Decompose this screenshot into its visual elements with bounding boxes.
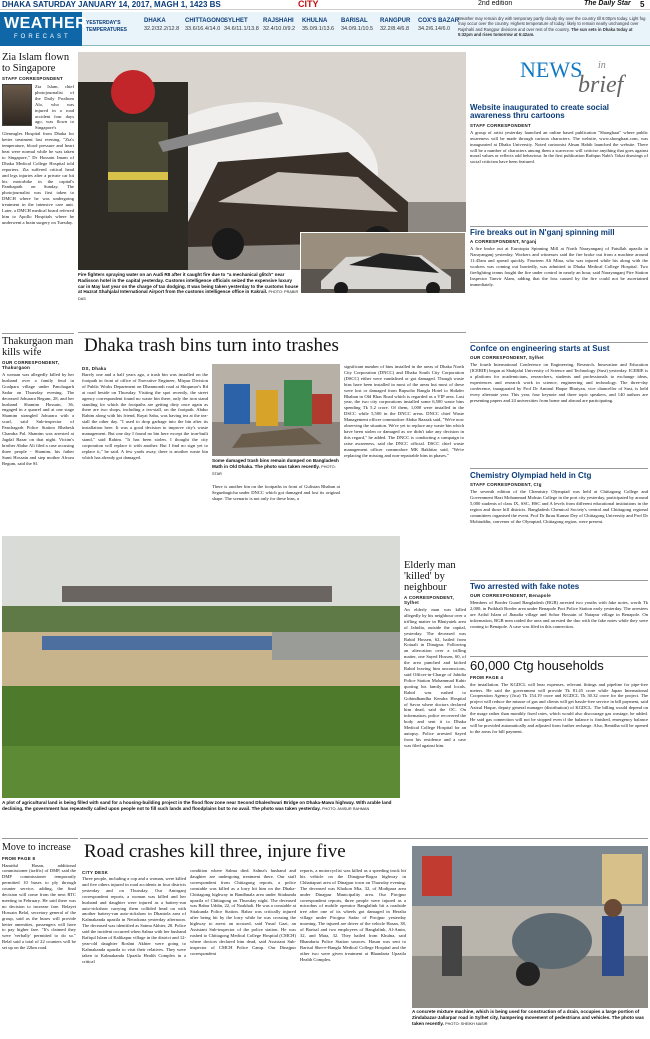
weather-note-text: Weather may remain dry with temporary partly cloudy sky over the country till 6:00pm today. Light fog may occur over the country. Highest temperature of today: likely to remain nearly unchanged over Rajshahi and Rangpur divisions and over rest of the country. <box>458 16 646 32</box>
headline: Two arrested with fake notes <box>470 582 580 591</box>
body-text: A fire broke out at Eurotopia Spinning Mill at North Narayanganj of Fatullah upazila in Narayanganj yesterday. Workers and witnesses said the fire broke out from a machine around 11:45am and spread quickly. Fourteen Ali Mina, who was injured while his along with the workers was coming out hurriedly, was admitted to Dhaka Medical College Hospital. Two firefighting teams fought the fire under control in nearly an hour, said Narayanganj Fire Station Inspector Tanvir Alam, adding that the loss caused by the fire could not be ascertained immediately. <box>470 246 648 287</box>
city-temp: 32.2/32.2/12.8 <box>144 26 180 32</box>
trash-bins-photo <box>212 364 340 456</box>
section-name: CITY <box>298 0 319 9</box>
headline: Move to increase <box>2 842 71 853</box>
city-name: COX'S BAZAR <box>418 18 460 24</box>
city-name: BARISAL <box>341 18 368 24</box>
trash-bins-scene <box>212 364 340 456</box>
brief-fire-ngj <box>470 229 648 330</box>
headline: Confce on engineering starts at Sust <box>470 344 610 353</box>
crash-col1: Three people, including a cop and a woman, were killed and five others injured in road accidents in four districts yesterday and on Thursday. Our Amirganj correspondent reports, a woman was killed and her husband and daughter were injured as a battery-run auto-rickshaw carrying them collided head on with another battery-run auto-rickshaw in Dhantola area of Kalmakanda upazila in Netrokona yesterday afternoon. The deceased was identified as Saima Akhter, 28. Police said the incident occurred when Salma with her husband Rafiqul Islam of Kalikapur village in the district and 12-year-old daughter Roshni Akhter were going to Kalmakanda upazila to visit their relatives. They were taken to Kalmakanda Upazila Health Complex in a critical <box>82 876 186 964</box>
weather-logo-text: WEATHER <box>4 15 88 32</box>
page-header <box>0 0 650 10</box>
headline: Thakurgaon man kills wife <box>2 336 74 359</box>
headline: Zia Islam flown to Singapore <box>2 52 70 75</box>
masthead: The Daily Star <box>584 0 631 7</box>
headline: Elderly man 'killed' by neighbour <box>404 560 456 594</box>
yesterday-label: YESTERDAY'S TEMPERATURES <box>86 20 128 33</box>
weather-note-bold: The sun sets in Dhaka today at 5:32pm and rises tomorrow at 6:42am. <box>458 26 633 38</box>
caption-text: A plot of agricultural land is being filled with sand for a housing-building project in the flood flow zone near Second Dhaleshwari Bridge on Dhaka-Mawa highway. With arable land declining, the government has repeatedly called upon people not to fill such lands and floodplains but to no avail. The photo was taken yesterday. <box>2 800 392 811</box>
divider <box>2 838 78 839</box>
city-name: RANGPUR <box>380 18 411 24</box>
crash-headline: Road crashes kill three, injure five <box>84 841 346 862</box>
brief-title-news: NEWS <box>520 57 583 82</box>
byline: OUR CORRESPONDENT, Thakurgaon <box>2 360 60 371</box>
body-text: The seventh edition of the Chemistry Olympiad was held at Chittagong College and Government Hazi Mohammad Mohsin College in the port city yesterday, participated by around 5,000 students of class IX, SSC, HSC and A levels from different educational institutions in the region and those hill districts. Bangladesh Chemical Society's central and Chittagong regional committees organised the event. Prof Dr Ikrau Kumar Dey of Chittagong University and Prof Dr Mohiuddin, convener of the Olympiad, Chittagong region, were present. <box>470 489 648 524</box>
headline: Website inaugurated to create social awareness thru cartoons <box>470 103 610 121</box>
city-temp: 33.6/16.4/14.0 <box>185 26 221 32</box>
byline: STAFF CORRESPONDENT, Ctg <box>470 482 542 488</box>
byline: A CORRESPONDENT, N'ganj <box>470 239 537 245</box>
trash-headline: Dhaka trash bins turn into trashes <box>84 335 339 356</box>
divider <box>80 838 648 839</box>
photo-credit: PHOTO: ANISUR RAHMAN <box>322 806 370 811</box>
story-zia <box>2 52 74 83</box>
city-temp: 34.0/9.1/10.5 <box>341 26 374 32</box>
trash-col3: significant number of bins installed in the areas of Dhaka North City Corporation (DNCC) and Dhaka South City Corporation (DSCC) either were vandalised or got damaged. Though waste bins have been installed in most of the areas but most of these were lost or damaged from Rupsoho Bangla Hotel to Shikder Bhaban in Old Bhas Road which is regarded as a VIP area. Last year, the two city corporations installed some 6,500 waste bins spending Tk 5.2 crore. Of them, 1,000 were installed in the DSCC while 5,500 in the DNCC areas. DNCC chief Waste Management officer commodore Abdur Razzak said, "We're now observing the situation. We're yet to replace any waste bin which have been stolen or damaged as we didn't take any decision in this regard," he added. The DNCC is conducting a campaign to raise awareness, said the DNCC official. DSCC chief waste management officer commodore MK Bakhtiar said, "We're replacing the missing and non-repairable bins in phases." <box>344 364 464 458</box>
city-name: RAJSHAHI <box>263 18 294 24</box>
crash-col2: condition where Salma died. Salma's husband and daughter are undergoing treatment there. Our staff correspondent from Chittagong reports, a police constable was killed as a lorry hit him on the Dhaka-Chittagong highway in Bandhnala area under Sitakunda upazila of Chittagong on Thursday night. The deceased was Babar Uddin, 22, of Noakhali. He was a constable at Sitakunda Police Station. Babar was critically injured after being hit by the lorry while he was crossing the highway to arrest an accused, said Yusuf Gazi, an Assistant Sub-inspector of the police station. He was rushed to Chittagong Medical College Hospital (CMCH) where doctors declared him dead, said Assistant Sub-inspector of CMCH Police Camp. Our Dinajpur correspondent <box>190 868 296 956</box>
trash-col1: Barely one and a half years ago, a trash bin was installed on the footpath in front of office of Executive Engineer, Mirpur Division of Public Works Department on Dhanmondi road at Shiqumor's Rd at road beside on Thursday. Visiting the spot recently, the street agency correspondent found no waste bin there, only the iron stand standing for which the footpaths are getting dirty once again as there are two shops, including a tea-stall, on the footpath. Abdur Rahim along with his friend, Rayat Saha, was having tea at the tea-stall the other day. "I used to drop garbage into the bin after its installation here. It was a good decision to improve city's waste management. But one day I found no bin here except the iron-built stand," said Rahim. "It has been stolen. I thought the city corporation will replace it with another. But I find no sign yet to replace it," he said. A few yards away, there is another waste bin which has already got damaged. <box>82 372 208 460</box>
city-temp: 32.2/8.4/6.8 <box>380 26 410 32</box>
weather-logo <box>0 12 88 46</box>
caption-text: A concrete mixture machine, which is being used for construction of a drain, occupies a large portion of Zindabazar-Jallarpar road in Sylhet city, hampering movement of pedestrians and vehicles. The photo was taken recently. <box>412 1009 644 1026</box>
headline: Chemistry Olympiad held in Ctg <box>470 471 592 480</box>
forecast-logo-text: FORECAST <box>14 34 71 40</box>
byline: FROM PAGE 8 <box>2 855 36 861</box>
photo-credit: PHOTO: PRABIR DAS <box>78 290 299 302</box>
audi-inset-scene <box>301 233 466 294</box>
city-name: DHAKA <box>144 18 166 24</box>
divider <box>470 468 648 469</box>
caption-text: Some damaged trash bins remain dumped on Bangladesh Math in Old Dhaka. The photo was taken recently. <box>212 458 339 469</box>
brief-fake-notes <box>470 583 648 660</box>
news-in-brief-banner <box>470 52 648 100</box>
body-text: Zia Islam, chief photojournalist of the Daily Prothom Alo, who was injured in a road accident four days ago, was flown to Singapore's Gleneagles Hospital from Dhaka for better treatment last evening. "Zia's temperature, blood pressure and heart beat were normal while he was taken to Singapore," Dr Hossain Imam of Dhaka Medical College Hospital told reporters. Zia suffered critical head and legs injuries after a private car hit his motorbike in the capital's Panthapath on Sunday. The photojournalist was first taken to DMCH where he was undergoing treatment in the intensive care unit. Later, a DMCH medical board referred him to Apollo Hospitals where he underwent a brain surgery on Tuesday. <box>2 84 74 225</box>
photo-credit: PHOTO: STAR <box>212 464 336 476</box>
fire-caption <box>78 272 300 324</box>
city-name: CHITTAGONG <box>185 18 225 24</box>
byline: A CORRESPONDENT, Sylhet <box>404 595 455 606</box>
brief-confce <box>470 345 648 456</box>
story-zia-body <box>2 84 74 330</box>
concrete-mixer-scene <box>412 846 648 1008</box>
body-text: An elderly man was killed allegedly by his neighbour over a trifling matter in Bhuiyatek area of Jahidia, outside the capital, yesterday. The deceased was Rahid Hossen, 62, hailed from Kotuali in Dinajpur. Following an altercation over a trifling matter, one Sayed Hossen, 60, of the area punched and kicked Rahid leaving him unconscious, said Officer-in-Charge of Jahidia Police Station Mohammad Kabir quoting his family and locals. Rahid was rushed to Gobindbandha Kendra Hospital of Savar where doctors declared him dead, said the OC. On information, police recovered the body and sent it to Dhaka Medical College Hospital for an autopsy. Police arrested Sayed from his residence and a case was filed against him. <box>404 607 466 748</box>
byline: OUR CORRESPONDENT, Sylhet <box>470 355 544 361</box>
city-dhaka <box>144 18 190 42</box>
divider <box>470 580 648 581</box>
headline: Fire breaks out in N'ganj spinning mill <box>470 228 615 237</box>
brief-website <box>470 104 648 192</box>
audi-inset-photo <box>300 232 466 294</box>
divider <box>470 656 648 657</box>
trash-col2-tail: There is another bin on the footpaths in front of Gulistan Bhaban at Segunbagicha under DNCC which got damaged and lost its original shape. The scenario is not only for these bins, a <box>212 484 340 501</box>
trash-caption <box>212 458 340 482</box>
byline: FROM PAGE 4 <box>470 674 504 680</box>
field-scene <box>2 536 400 798</box>
edition: 2nd edition <box>478 0 513 7</box>
brief-chemistry <box>470 472 648 577</box>
city-name: KHULNA <box>302 18 328 24</box>
trash-byline: DS, Dhaka <box>82 366 107 371</box>
city-temp: 32.4/10.0/9.2 <box>263 26 296 32</box>
city-temp: 35.0/9.1/13.6 <box>302 26 335 32</box>
story-move-to-increase <box>2 843 76 1037</box>
city-temp: 34.6/11.1/13.8 <box>224 26 259 32</box>
field-photo <box>2 536 400 798</box>
divider <box>470 342 648 343</box>
concrete-caption <box>412 1009 648 1037</box>
body-text: The fourth International Conference on Engineering, Research, Innovation and Education (ICERIE) began at Shahjalal University of Science and Technology (Sust) yesterday. ICERIE is a platform for academicians, researchers, students and professionals to exchange ideas, experiences and research work in science, engineering and technology. The three-day conference, inaugurated by Prof Dr Aminul Haque Bhuiyan, vice chancellor of Sust, is held every alternate year. This year, four keynote and three topic speakers, and 140 authors are presenting papers and 24 universities from home and abroad are participating. <box>470 362 648 403</box>
divider <box>78 332 466 333</box>
divider <box>2 333 74 334</box>
crash-col3: reports, a motorcyclist was killed as a speeding truck hit his vehicle on the Dinajpur-Bogra highway in Chhatiapuri area of Dinajpur town on Thursday evening. The deceased was Khokon Mia, 32, of Modipara area under Dinajpur Municipality area. Our Pirojpur correspondent reports, three people were injured as a microbus of mobile operator Banglalink hit a roadside tree after one of its wheels got damaged in Heralia village under Pirojpur Sadar of Pirojpur yesterday morning. The injured are driver of the vehicle Hasan, 38, of Barisal and two employees of Banglalink, Al-Amin, 32, and Mata, 32. They hailed from Khulna, said Bhandaria Police Station sources. Hasan was sent to Barisal Sher-e-Bangla Medical College Hospital and the other two were given treatment at Bhandaria Upazila Health Complex. <box>300 868 406 962</box>
body-text: Members of Border Guard Bangladesh (BGB) arrested two youths with fake notes, worth Tk 2,000, in Putkhali Border area under Benapole Port Police Station early yesterday. The arrestees are Ariful Islam of Jhaudia village and Sohor Hossain of Natapur village in Benapole. On information, BGB men raided the area and arrested the duo with the fake notes while they were coming to Benapole. A case was filed in this connection. <box>470 600 648 630</box>
page-number: 5 <box>640 0 645 9</box>
weather-note <box>458 16 648 38</box>
body-text: Hamidul Hasan, additional commissioner (traffic) of DMP, said the DMP commissioner temporarily permitted 10 buses to ply through counter service, adding, the final decision will come from the next RTC meeting in February. He said there was no decision to increase fare. Belayet Hossain Belal, secretary general of the group, said as the buses will provide better amenities, passengers will have to pay higher fare. "It's claimed they were 'verbally' permitted to do so." Belal said a total of 22 counters will be set up on the 22km road. <box>2 862 76 951</box>
byline: STAFF CORRESPONDENT <box>2 76 63 82</box>
headline: 60,000 Ctg households <box>470 658 604 673</box>
byline: STAFF CORRESPONDENT <box>470 122 531 128</box>
caption-text: Fire fighters spraying water on an Audi R8 after it caught fire due to "a mechanical glitch" near Radisson hotel in the capital yesterday. Customs intelligence officials seized the expensive luxury car in May last year on the charge of tax dodging. It was being taken yesterday to the customs house at Hazrat Shahjalal International Airport from the customs intelligence office in Kakrail. <box>78 272 299 295</box>
field-caption <box>2 800 400 832</box>
body-text: A woman was allegedly killed by her husband over a family feud in Goalpara village under Panchagarh Sadar on Thursday evening. The deceased Johurara Begum, 28, and her husband Shamim Hossain, 36, engaged in a quarrel and at one stage Shamim strangled Johurara with a scarf, said Sub-inspector of Panchagarh Police Station Bhabesh Chandra Pal. Shamim was arrested at Jagdal Bazar on that night. Victim's brother Abdur Ali filed a case accusing three people - Shamim, his father Sumi Hossain and step mother Afroza Begum, said the SI. <box>2 372 74 466</box>
body-text: A group of artist yesterday launched an online based publication "Shonghaat" where public awareness will be made through cartoon characters. The website, www.shonghaat.com, was inaugurated at Dhaka University. Noted cartoonist Ahsan Habib launched the website. There will be a number of characters among them a scarecrow will criticise anything that goes against moral values or reflects odd behaviour. In the first publication Rafiqun Nabi's Tokai drawings of social criticism have been featured. <box>470 129 648 165</box>
byline: OUR CORRESPONDENT, Benapole <box>470 593 552 599</box>
brief-title-in: in <box>598 60 606 71</box>
city-temp: 34.2/6.14/6.0 <box>418 26 451 32</box>
dateline: DHAKA SATURDAY JANUARY 14, 2017, MAGH 1, 1423 BS <box>2 0 221 9</box>
story-elderly <box>404 560 466 827</box>
brief-title-brief: brief <box>578 72 624 98</box>
story-ctg-households <box>470 659 648 798</box>
weather-bar <box>0 12 650 46</box>
crash-byline: CITY DESK <box>82 870 109 875</box>
city-name: SYLHET <box>224 18 248 24</box>
divider <box>470 226 648 227</box>
concrete-mixer-photo <box>412 846 648 1008</box>
story-thakurgaon <box>2 336 74 544</box>
body-text: the installation. The KGDCL will bear expenses, relevant fittings and pipeline for pipe-free meters. He said the government will provide Tk 81.45 crore while Japan International Cooperation Agency (Jica) Tk 154.19 crore and KGDCL Tk 30.32 crore for the project. The project will reduce the misuse of gas and clients will get hassle-free service in bill payment, said Azizul Haque, deputy general manager (distribution) of KGDCL. The billing would depend on the usage rather than monthly fixed rates, which would also discourage gas wastage, he added. He said gas connection will not be stopped even if the balance is finished, emergency balance will be provided automatically and adjusted from further recharge. Also, Benidha will be opened to the areas for bill payment. <box>470 681 648 734</box>
photo-credit: PHOTO: SHEIKH NASIR <box>445 1021 488 1026</box>
